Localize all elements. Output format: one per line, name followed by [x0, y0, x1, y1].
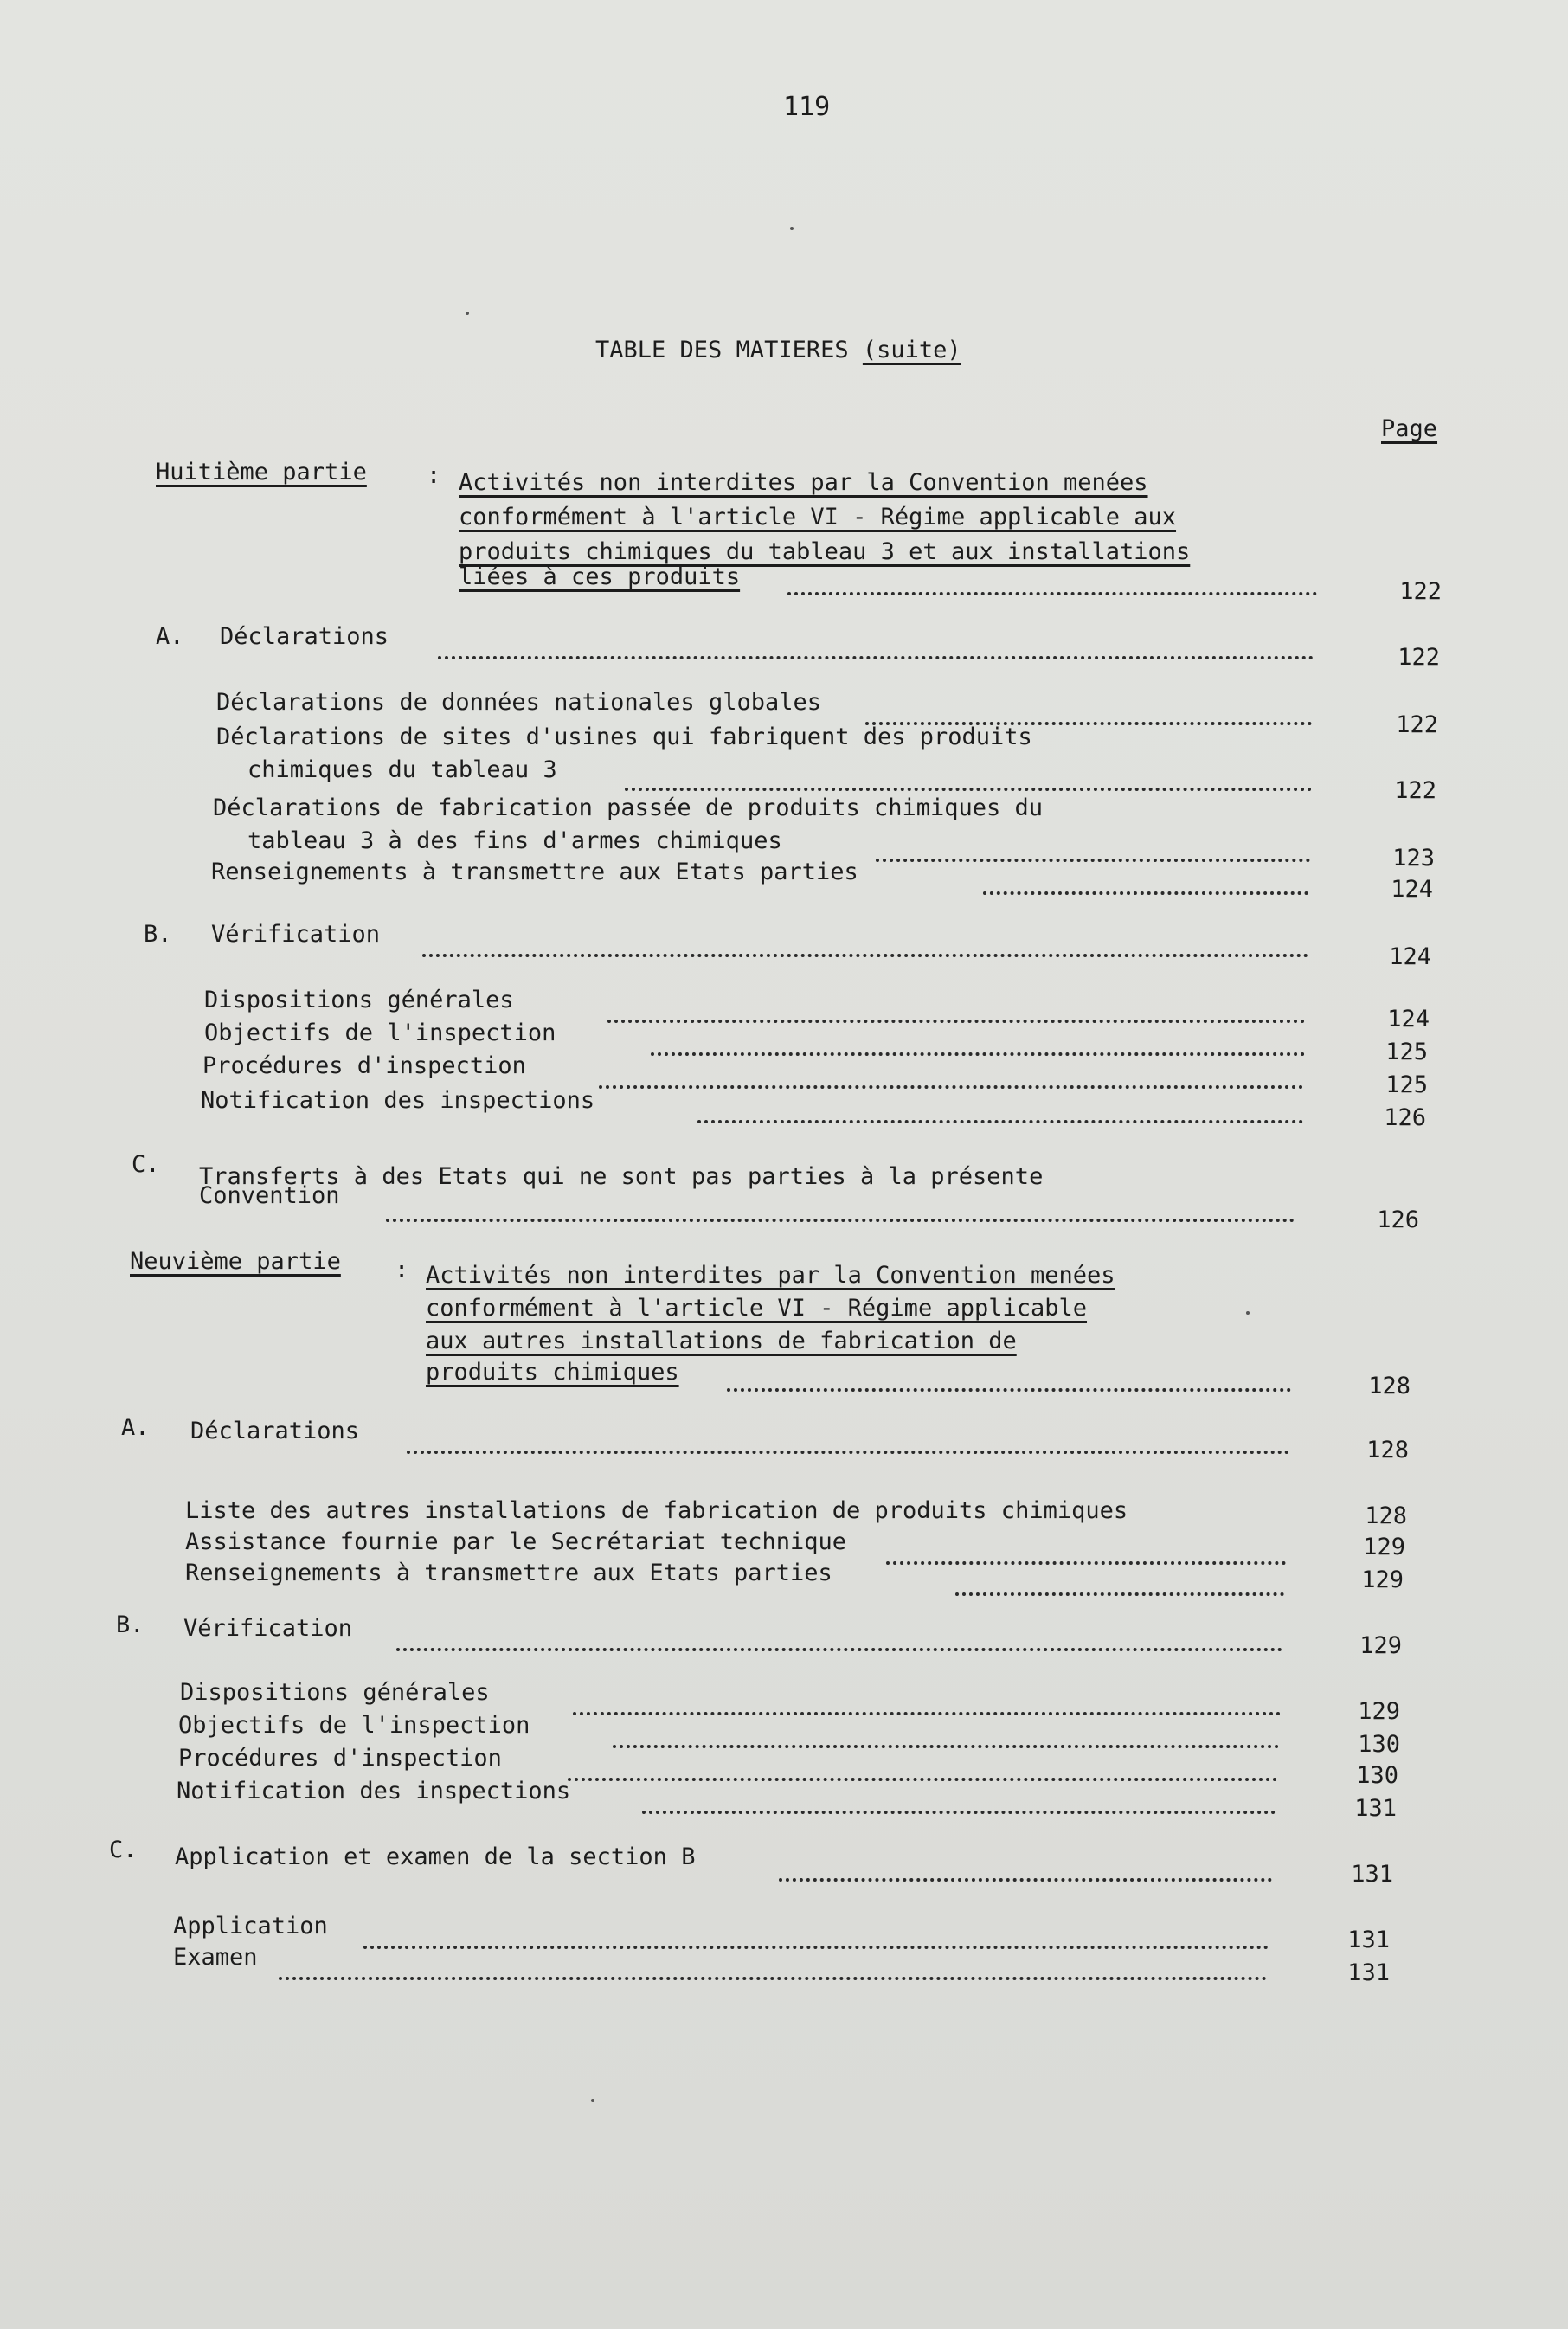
section-letter: C. [132, 1151, 160, 1178]
page-ref: 130 [1358, 1731, 1400, 1758]
section-title: Déclarations [190, 1418, 360, 1444]
page-ref: 128 [1366, 1437, 1409, 1464]
part8-label: Huitième partie [156, 459, 367, 486]
part9-heading-line: Activités non interdites par la Convention menées [426, 1262, 1115, 1289]
toc-title-suffix: (suite) [862, 337, 961, 364]
speck [790, 227, 794, 230]
page-ref: 129 [1361, 1567, 1404, 1593]
page-ref: 128 [1368, 1373, 1411, 1399]
toc-entry: Notification des inspections [177, 1778, 571, 1805]
page-number: 119 [783, 92, 831, 122]
toc-entry-cont: tableau 3 à des fins d'armes chimiques [247, 827, 782, 854]
dot-leader [396, 1631, 1282, 1651]
toc-entry-cont: chimiques du tableau 3 [247, 756, 557, 783]
dot-leader [955, 1575, 1284, 1596]
toc-entry: Liste des autres installations de fabrication de produits chimiques [185, 1497, 1128, 1524]
section-title: Déclarations [220, 623, 389, 650]
toc-entry: Assistance fournie par le Secrétariat technique [185, 1528, 847, 1555]
toc-entry: Déclarations de sites d'usines qui fabriquent des produits [216, 724, 1032, 750]
page-ref: 130 [1356, 1762, 1398, 1789]
dot-leader [363, 1928, 1269, 1949]
toc-entry: Application [173, 1913, 328, 1940]
toc-entry: Procédures d'inspection [178, 1745, 502, 1772]
dot-leader [422, 936, 1308, 957]
page-ref: 131 [1347, 1927, 1390, 1953]
dot-leader [886, 1544, 1286, 1565]
speck [1246, 1311, 1250, 1315]
toc-title [595, 337, 961, 364]
dot-leader [407, 1433, 1289, 1454]
section-letter: B. [116, 1612, 145, 1638]
page-ref: 131 [1354, 1795, 1397, 1822]
page-ref: 125 [1385, 1039, 1428, 1065]
dot-leader [876, 841, 1310, 862]
dot-leader [573, 1695, 1281, 1715]
part9-heading-line: produits chimiques [426, 1359, 679, 1386]
section-letter: B. [144, 921, 172, 948]
part8-sep: : [427, 462, 441, 489]
toc-entry: Objectifs de l'inspection [204, 1020, 556, 1046]
part8-heading-line: produits chimiques du tableau 3 et aux installations [459, 538, 1191, 565]
page-ref: 126 [1384, 1104, 1426, 1131]
page-column-header: Page [1381, 415, 1438, 442]
part9-heading-line: conformément à l'article VI - Régime applicable [426, 1295, 1088, 1322]
toc-entry: Notification des inspections [201, 1087, 595, 1114]
page-ref: 126 [1377, 1206, 1419, 1233]
page-ref: 125 [1385, 1071, 1428, 1098]
section-title: Vérification [183, 1615, 353, 1642]
page-ref: 129 [1359, 1632, 1402, 1659]
part9-sep: : [395, 1257, 409, 1284]
section-title: Application et examen de la section B [175, 1843, 696, 1870]
section-title: Vérification [211, 921, 381, 948]
page-ref: 122 [1394, 777, 1436, 804]
dot-leader [279, 1959, 1267, 1980]
page-ref: 122 [1399, 578, 1442, 605]
page-ref: 128 [1365, 1502, 1407, 1529]
toc-entry: Renseignements à transmettre aux Etats parties [211, 859, 858, 885]
toc-entry: Examen [173, 1944, 258, 1971]
part8-heading-line: liées à ces produits [459, 563, 741, 590]
page-ref: 124 [1387, 1006, 1430, 1033]
dot-leader [625, 770, 1312, 791]
toc-title-text: TABLE DES MATIERES [595, 337, 849, 364]
dot-leader [613, 1727, 1279, 1748]
dot-leader [607, 1002, 1305, 1023]
part9-label: Neuvième partie [130, 1248, 341, 1275]
page-ref: 129 [1363, 1534, 1405, 1560]
section-letter: C. [109, 1837, 138, 1863]
toc-entry: Déclarations de données nationales globales [216, 689, 821, 716]
dot-leader [983, 874, 1308, 895]
dot-leader [697, 1103, 1303, 1123]
speck [466, 312, 469, 315]
dot-leader [865, 704, 1312, 725]
dot-leader [386, 1201, 1295, 1222]
toc-entry: Objectifs de l'inspection [178, 1712, 530, 1739]
page-ref: 123 [1392, 845, 1435, 872]
toc-entry: Procédures d'inspection [202, 1052, 526, 1079]
toc-entry: Déclarations de fabrication passée de produits chimiques du [213, 795, 1044, 821]
section-title-cont: Convention [199, 1182, 340, 1209]
dot-leader [438, 639, 1314, 659]
section-title: Transferts à des Etats qui ne sont pas parties à la présente [199, 1163, 1044, 1190]
page-ref: 131 [1351, 1861, 1393, 1888]
dot-leader [779, 1861, 1272, 1882]
part9-heading-line: aux autres installations de fabrication de [426, 1328, 1017, 1354]
dot-leader [651, 1035, 1305, 1056]
dot-leader [727, 1371, 1291, 1392]
page-ref: 129 [1358, 1698, 1400, 1725]
speck [591, 2099, 594, 2102]
page-ref: 122 [1396, 711, 1438, 738]
page-ref: 122 [1398, 644, 1440, 671]
toc-entry: Dispositions générales [180, 1679, 490, 1706]
part8-heading-line: Activités non interdites par la Convention menées [459, 469, 1148, 496]
part8-heading-line: conformément à l'article VI - Régime applicable aux [459, 504, 1177, 531]
page-ref: 124 [1389, 943, 1431, 970]
toc-entry: Renseignements à transmettre aux Etats parties [185, 1560, 832, 1586]
page-ref: 124 [1391, 876, 1433, 903]
dot-leader [642, 1793, 1276, 1814]
section-letter: A. [121, 1414, 150, 1441]
page-ref: 131 [1347, 1959, 1390, 1986]
dot-leader [787, 575, 1317, 595]
dot-leader [599, 1068, 1303, 1089]
dot-leader [568, 1760, 1277, 1781]
toc-entry: Dispositions générales [204, 987, 514, 1013]
section-letter: A. [156, 623, 184, 650]
